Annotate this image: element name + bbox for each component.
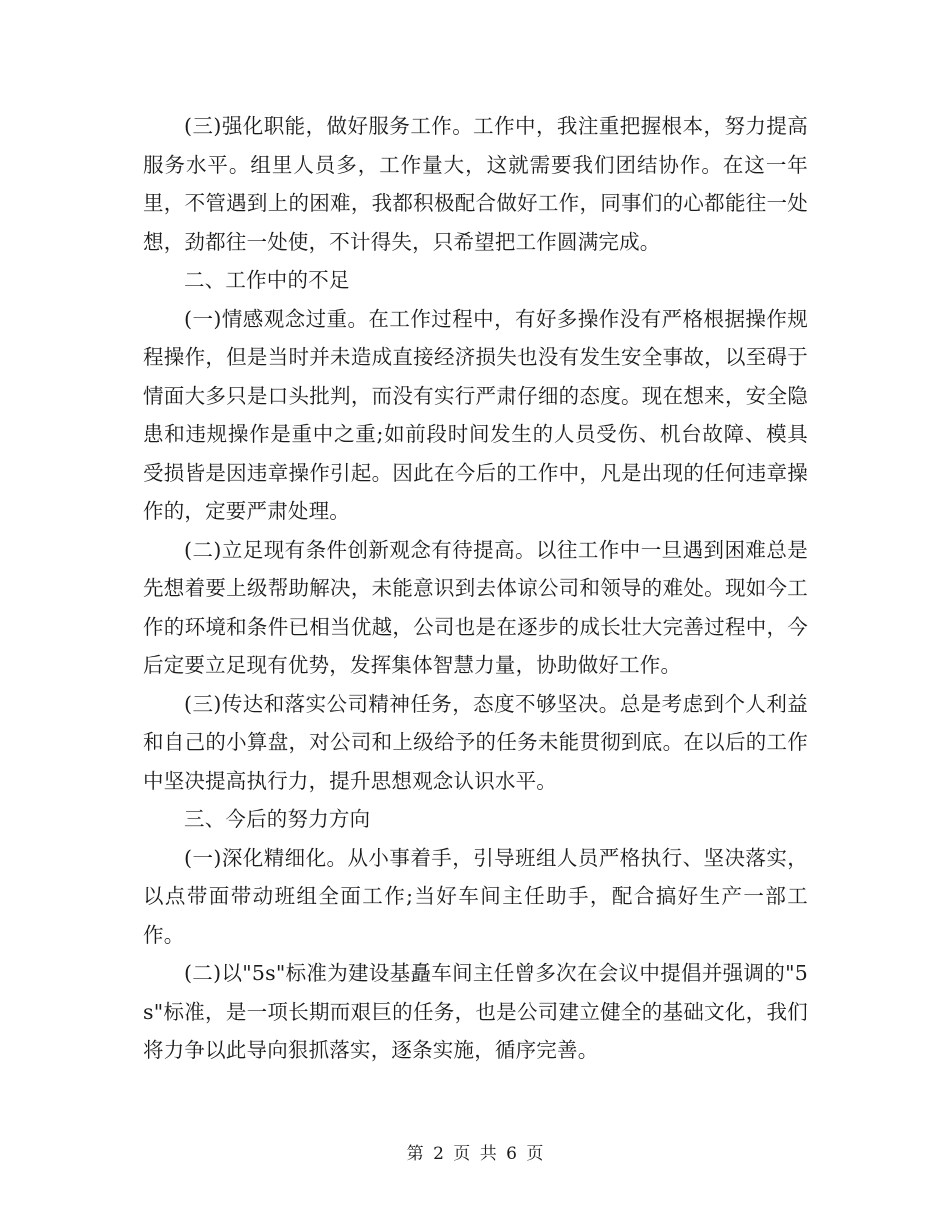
- paragraph-innovation-concept: (二)立足现有条件创新观念有待提高。以往工作中一旦遇到困难总是先想着要上级帮助解决，未能意识到去体谅公司和领导的难处。现如今工作的环境和条件已相当优越，公司也是在逐步的成长壮大完善过程中，今后定要立足现有优势，发挥集体智慧力量，协助做好工作。: [143, 537, 808, 677]
- page-number-footer: 第 2 页 共 6 页: [406, 1144, 544, 1164]
- paragraph-5s-standard: (二)以"5s"标准为建设基矗车间主任曾多次在会议中提倡并强调的"5s"标准，是一项长期而艰巨的任务，也是公司建立健全的基础文化，我们将力争以此导向狠抓落实，逐条实施，循序完善。: [143, 961, 808, 1062]
- paragraph-emotional-concept: (一)情感观念过重。在工作过程中，有好多操作没有严格根据操作规程操作，但是当时并未造成直接经济损失也没有发生安全事故，以至碍于情面大多只是口头批判，而没有实行严肃仔细的态度。现在想来，安全隐患和违规操作是重中之重;如前段时间发生的人员受伤、机台故障、模具受损皆是因违章操作引起。因此在今后的工作中，凡是出现的任何违章操作的，定要严肃处理。: [143, 306, 808, 523]
- section-heading-future-direction: 三、今后的努力方向: [184, 807, 371, 831]
- section-heading-shortcomings: 二、工作中的不足: [184, 268, 350, 292]
- paragraph-refinement: (一)深化精细化。从小事着手，引导班组人员严格执行、坚决落实，以点带面带动班组全面工作;当好车间主任助手，配合搞好生产一部工作。: [143, 845, 808, 947]
- document-body: [143, 107, 808, 1070]
- paragraph-service-work: (三)强化职能，做好服务工作。工作中，我注重把握根本，努力提高服务水平。组里人员多，工作量大，这就需要我们团结协作。在这一年里，不管遇到上的困难，我都积极配合做好工作，同事们的心都能往一处想，劲都往一处使，不计得失，只希望把工作圆满完成。: [143, 114, 808, 254]
- paragraph-task-implementation: (三)传达和落实公司精神任务，态度不够坚决。总是考虑到个人利益和自己的小算盘，对公司和上级给予的任务未能贯彻到底。在以后的工作中坚决提高执行力，提升思想观念认识水平。: [143, 691, 808, 793]
